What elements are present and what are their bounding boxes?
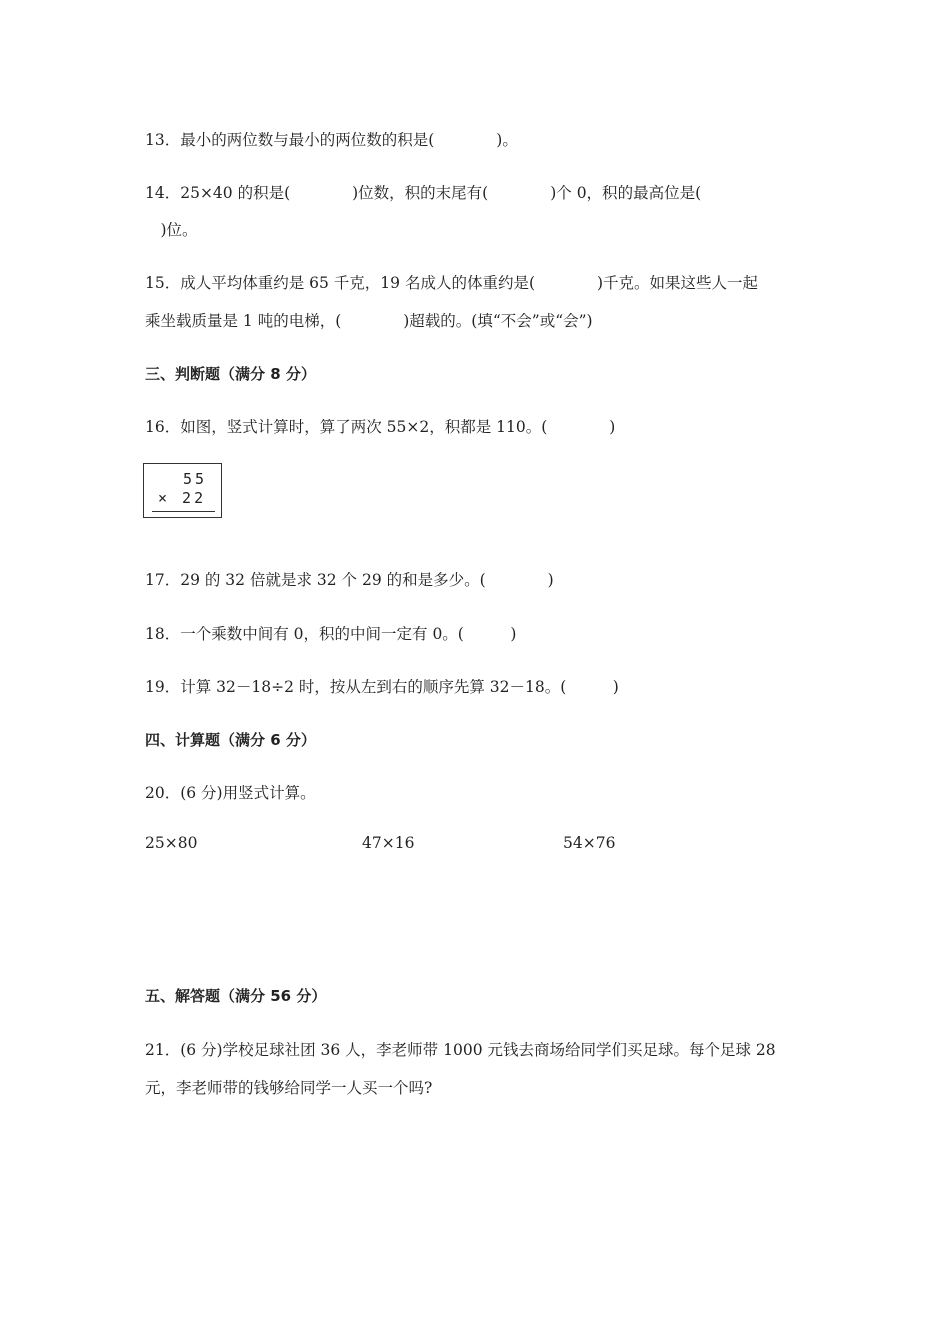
result-line	[152, 511, 215, 512]
question-17: 17．29 的 32 倍就是求 32 个 29 的和是多少。( )	[145, 571, 554, 589]
question-21-line-2: 元，李老师带的钱够给同学一人买一个吗?	[145, 1079, 433, 1097]
question-13: 13．最小的两位数与最小的两位数的积是( )。	[145, 131, 518, 149]
calc-item-2: 47×16	[362, 834, 415, 852]
section-3-heading: 三、判断题（满分 8 分）	[145, 365, 316, 383]
question-18: 18．一个乘数中间有 0，积的中间一定有 0。( )	[145, 625, 517, 643]
question-15-line-2: 乘坐载质量是 1 吨的电梯，( )超载的。(填“不会”或“会”)	[145, 312, 593, 330]
multiplicand: 55	[182, 470, 207, 488]
section-4-heading: 四、计算题（满分 6 分）	[145, 731, 316, 749]
question-21-line-1: 21．(6 分)学校足球社团 36 人，李老师带 1000 元钱去商场给同学们买足球。每个足球 28	[145, 1041, 776, 1059]
vertical-multiplication-figure	[143, 463, 222, 518]
question-16: 16．如图，竖式计算时，算了两次 55×2，积都是 110。( )	[145, 418, 616, 436]
multiplier: × 22	[158, 489, 207, 507]
section-5-heading: 五、解答题（满分 56 分）	[145, 987, 327, 1005]
question-14-line-2: )位。	[145, 221, 198, 239]
question-19: 19．计算 32－18÷2 时，按从左到右的顺序先算 32－18。( )	[145, 678, 619, 696]
question-20: 20．(6 分)用竖式计算。	[145, 784, 316, 802]
question-14-line-1: 14．25×40 的积是( )位数，积的末尾有( )个 0，积的最高位是(	[145, 184, 702, 202]
question-15-line-1: 15．成人平均体重约是 65 千克，19 名成人的体重约是( )千克。如果这些人一起	[145, 274, 759, 292]
calc-item-1: 25×80	[145, 834, 198, 852]
calc-item-3: 54×76	[563, 834, 616, 852]
